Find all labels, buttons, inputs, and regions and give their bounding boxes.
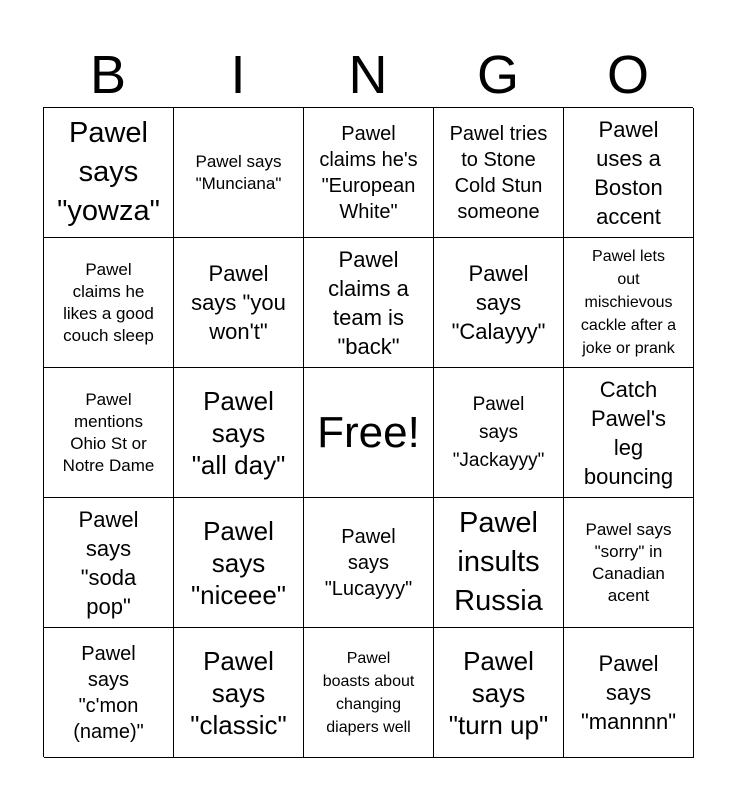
free-space[interactable] [304,368,434,498]
bingo-cell[interactable] [434,108,564,238]
bingo-cell[interactable] [304,498,434,628]
bingo-cell[interactable] [304,628,434,758]
header-letter-g: G [476,45,519,105]
header-letter-o: O [606,45,649,105]
cell-text: Pawel says "yowza" [57,117,160,227]
bingo-cell[interactable] [434,238,564,368]
bingo-cell[interactable] [174,368,304,498]
bingo-cell[interactable] [564,238,694,368]
cell-text: Pawel insults Russia [454,507,543,617]
cell-text: Pawel says "you won't" [191,261,286,344]
bingo-cell[interactable] [434,628,564,758]
bingo-cell[interactable] [304,108,434,238]
bingo-cell[interactable] [44,498,174,628]
cell-text: Pawel says "mannnn" [580,651,677,734]
cell-text: Pawel says "all day" [191,385,286,480]
bingo-cell[interactable] [174,238,304,368]
header-letter-n: N [348,45,388,105]
bingo-cell[interactable] [564,498,694,628]
cell-text: Pawel mentions Ohio St or Notre Dame [62,389,155,475]
bingo-cell[interactable] [434,368,564,498]
cell-text: Pawel boasts about changing diapers well [322,649,415,736]
bingo-cell[interactable] [44,108,174,238]
cell-text: Pawel claims he likes a good couch sleep [63,259,154,345]
bingo-header [43,44,693,106]
cell-text: Pawel says "soda pop" [78,506,139,619]
cell-text: Pawel uses a Boston accent [594,116,663,229]
bingo-cell[interactable] [564,108,694,238]
cell-text: Pawel says "Munciana" [195,151,282,193]
bingo-cell[interactable] [564,368,694,498]
cell-text: Pawel says "sorry" in Canadian acent [585,519,672,605]
bingo-cell[interactable] [434,498,564,628]
header-letter-b: B [89,45,127,105]
cell-text: Pawel says "Lucayyy" [324,525,413,600]
cell-text: Pawel lets out mischievous cackle after a joke or prank [580,248,677,357]
bingo-cell[interactable] [304,238,434,368]
bingo-cell[interactable] [44,368,174,498]
cell-text: Pawel says "Jackayyy" [452,393,545,471]
cell-text: Pawel says "c'mon (name)" [73,642,144,743]
cell-text: Pawel says "niceee" [190,515,287,610]
bingo-cell[interactable] [564,628,694,758]
free-space-label: Free! [317,407,420,457]
cell-text: Pawel claims he's "European White" [319,122,418,223]
bingo-cell[interactable] [174,628,304,758]
header-letter-i: I [230,45,246,105]
cell-text: Pawel claims a team is "back" [328,246,409,359]
bingo-cell[interactable] [44,628,174,758]
cell-text: Catch Pawel's leg bouncing [583,376,674,489]
bingo-board [43,107,693,757]
bingo-cell[interactable] [44,238,174,368]
cell-text: Pawel says "classic" [190,645,287,740]
cell-text: Pawel says "Calayyy" [451,261,546,344]
cell-text: Pawel says "turn up" [448,645,549,740]
bingo-cell[interactable] [174,108,304,238]
bingo-cell[interactable] [174,498,304,628]
cell-text: Pawel tries to Stone Cold Stun someone [449,122,548,223]
